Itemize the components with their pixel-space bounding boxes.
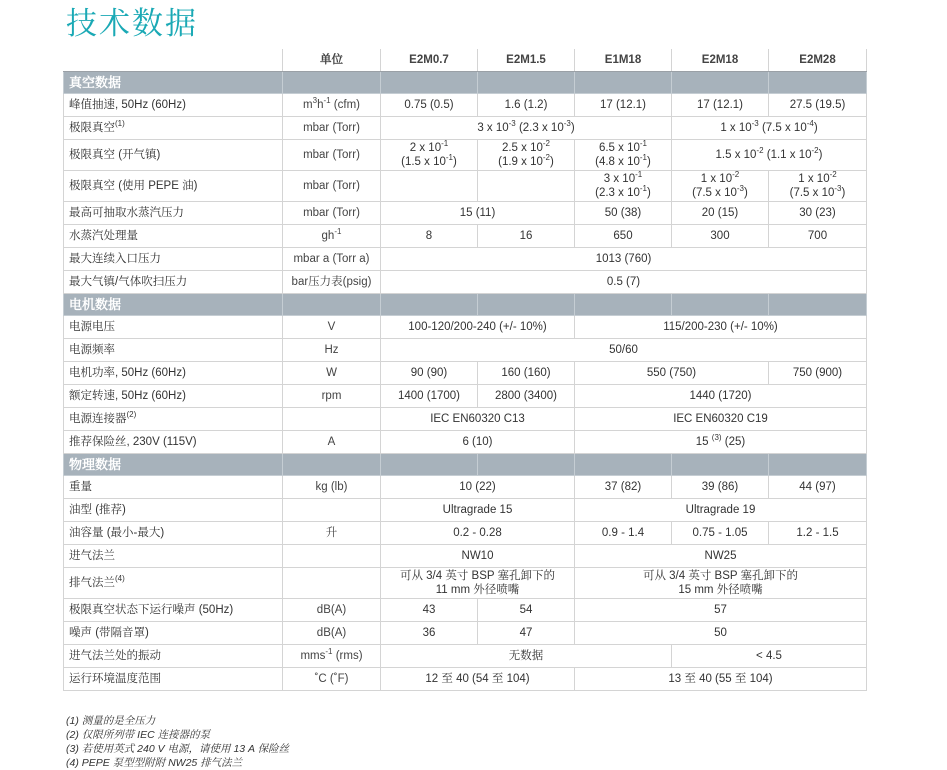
cell-value: 1 x $10^{-2}$ (7.5 x $10^{-3}$) xyxy=(672,171,769,202)
cell-value: 2800 (3400) xyxy=(478,385,575,408)
cell-value: 30 (23) xyxy=(769,202,867,225)
cell-value: 10 (22) xyxy=(381,476,575,499)
row-label: 极限真空$^{(1)}$ xyxy=(64,117,283,140)
cell-value: 650 xyxy=(575,225,672,248)
row-unit: mbar (Torr) xyxy=(283,140,381,171)
row-label: 电源电压 xyxy=(64,316,283,339)
row-unit: mbar a (Torr a) xyxy=(283,248,381,271)
table-row xyxy=(64,339,867,362)
row-label: 水蒸汽处理量 xyxy=(64,225,283,248)
row-label: 排气法兰$^{(4)}$ xyxy=(64,568,283,599)
row-label: 进气法兰处的振动 xyxy=(64,645,283,668)
row-label: 极限真空状态下运行噪声 (50Hz) xyxy=(64,599,283,622)
row-unit xyxy=(283,545,381,568)
header-model-e2m0-7: E2M0.7 xyxy=(381,49,478,72)
row-unit: mbar (Torr) xyxy=(283,171,381,202)
row-unit: $gh^{-1}$ xyxy=(283,225,381,248)
row-label: 噪声 (带隔音罩) xyxy=(64,622,283,645)
row-label: 最大气镇/气体吹扫压力 xyxy=(64,271,283,294)
cell-value: 13 至 40 (55 至 104) xyxy=(575,668,867,691)
cell-value: 100-120/200-240 (+/- 10%) xyxy=(381,316,575,339)
cell-value: 57 xyxy=(575,599,867,622)
cell-value: 37 (82) xyxy=(575,476,672,499)
cell-empty xyxy=(381,171,478,202)
cell-value: 1.5 x $10^{-2}$ (1.1 x $10^{-2}$) xyxy=(672,140,867,171)
section-physical xyxy=(64,454,867,476)
table-row xyxy=(64,385,867,408)
cell-value: 15 (11) xyxy=(381,202,575,225)
cell-value: 47 xyxy=(478,622,575,645)
cell-value: 1400 (1700) xyxy=(381,385,478,408)
row-label: 油容量 (最小-最大) xyxy=(64,522,283,545)
cell-value: 50/60 xyxy=(381,339,867,362)
table-row xyxy=(64,645,867,668)
table-row xyxy=(64,599,867,622)
cell-value: 8 xyxy=(381,225,478,248)
row-unit: bar压力表(psig) xyxy=(283,271,381,294)
cell-value: 54 xyxy=(478,599,575,622)
table-row xyxy=(64,522,867,545)
section-title: 真空数据 xyxy=(64,72,283,94)
row-label: 额定转速, 50Hz (60Hz) xyxy=(64,385,283,408)
cell-value: 50 (38) xyxy=(575,202,672,225)
cell-value: 12 至 40 (54 至 104) xyxy=(381,668,575,691)
cell-value: 0.5 (7) xyxy=(381,271,867,294)
cell-value: 16 xyxy=(478,225,575,248)
header-model-e2m1-5: E2M1.5 xyxy=(478,49,575,72)
header-blank-cell xyxy=(64,49,283,72)
row-unit xyxy=(283,568,381,599)
table-row xyxy=(64,316,867,339)
table-row xyxy=(64,545,867,568)
page-title: 技术数据 xyxy=(66,6,198,42)
cell-empty xyxy=(478,171,575,202)
table-row xyxy=(64,499,867,522)
table-row xyxy=(64,362,867,385)
footnote: (1) 测量的是全压力 xyxy=(66,715,156,727)
table-row xyxy=(64,271,867,294)
cell-value: 17 (12.1) xyxy=(672,94,769,117)
cell-value: 160 (160) xyxy=(478,362,575,385)
table-row xyxy=(64,431,867,454)
section-motor xyxy=(64,294,867,316)
spec-table xyxy=(63,49,867,691)
cell-value: 50 xyxy=(575,622,867,645)
cell-value: 1440 (1720) xyxy=(575,385,867,408)
table-row xyxy=(64,94,867,117)
cell-value: 39 (86) xyxy=(672,476,769,499)
table-row xyxy=(64,140,867,171)
cell-value: 43 xyxy=(381,599,478,622)
row-label: 推荐保险丝, 230V (115V) xyxy=(64,431,283,454)
header-model-e2m18: E2M18 xyxy=(672,49,769,72)
cell-value: 1.6 (1.2) xyxy=(478,94,575,117)
cell-value: < 4.5 xyxy=(672,645,867,668)
table-row xyxy=(64,248,867,271)
section-title: 物理数据 xyxy=(64,454,283,476)
cell-value: 1 x $10^{-2}$ (7.5 x $10^{-3}$) xyxy=(769,171,867,202)
table-row xyxy=(64,568,867,599)
cell-value: 700 xyxy=(769,225,867,248)
cell-value: 750 (900) xyxy=(769,362,867,385)
cell-value: 0.75 - 1.05 xyxy=(672,522,769,545)
row-label: 最高可抽取水蒸汽压力 xyxy=(64,202,283,225)
cell-value: 1.2 - 1.5 xyxy=(769,522,867,545)
cell-value: 36 xyxy=(381,622,478,645)
row-unit: mbar (Torr) xyxy=(283,117,381,140)
footnote: (2) 仅限所列带 IEC 连接器的泵 xyxy=(66,729,211,741)
footnote: (3) 若使用英式 240 V 电源，请使用 13 A 保险丝 xyxy=(66,743,290,755)
row-label: 运行环境温度范围 xyxy=(64,668,283,691)
header-unit: 单位 xyxy=(283,49,381,72)
row-unit: dB(A) xyxy=(283,622,381,645)
cell-value: 115/200-230 (+/- 10%) xyxy=(575,316,867,339)
cell-value: 20 (15) xyxy=(672,202,769,225)
cell-value: 44 (97) xyxy=(769,476,867,499)
cell-value: 17 (12.1) xyxy=(575,94,672,117)
table-row xyxy=(64,622,867,645)
cell-value: 可从 3/4 英寸 BSP 塞孔卸下的 15 mm 外径喷嘴 xyxy=(575,568,867,599)
row-label: 峰值抽速, 50Hz (60Hz) xyxy=(64,94,283,117)
row-unit: 升 xyxy=(283,522,381,545)
row-unit xyxy=(283,499,381,522)
cell-value: 6 (10) xyxy=(381,431,575,454)
cell-value: 3 x $10^{-1}$ (2.3 x $10^{-1}$) xyxy=(575,171,672,202)
row-label: 极限真空 (开气镇) xyxy=(64,140,283,171)
row-label: 极限真空 (使用 PEPE 油) xyxy=(64,171,283,202)
row-label: 进气法兰 xyxy=(64,545,283,568)
row-unit: Hz xyxy=(283,339,381,362)
section-title: 电机数据 xyxy=(64,294,283,316)
row-label: 电机功率, 50Hz (60Hz) xyxy=(64,362,283,385)
cell-value: IEC EN60320 C19 xyxy=(575,408,867,431)
row-label: 电源频率 xyxy=(64,339,283,362)
footnote: (4) PEPE 泵型型附附 NW25 排气法兰 xyxy=(66,757,243,769)
cell-value: 3 x $10^{-3}$ (2.3 x $10^{-3}$) xyxy=(381,117,672,140)
row-unit: mbar (Torr) xyxy=(283,202,381,225)
row-unit: V xyxy=(283,316,381,339)
row-unit: A xyxy=(283,431,381,454)
row-label: 电源连接器$^{(2)}$ xyxy=(64,408,283,431)
row-unit: mms$^{-1}$ (rms) xyxy=(283,645,381,668)
row-unit: kg (lb) xyxy=(283,476,381,499)
cell-value: NW25 xyxy=(575,545,867,568)
row-unit: dB(A) xyxy=(283,599,381,622)
table-row xyxy=(64,171,867,202)
header-model-e2m28: E2M28 xyxy=(769,49,867,72)
table-row xyxy=(64,408,867,431)
cell-value: 6.5 x $10^{-1}$ (4.8 x $10^{-1}$) xyxy=(575,140,672,171)
section-vacuum xyxy=(64,72,867,94)
cell-value: 1013 (760) xyxy=(381,248,867,271)
cell-value: NW10 xyxy=(381,545,575,568)
cell-value: IEC EN60320 C13 xyxy=(381,408,575,431)
cell-value: 1 x $10^{-3}$ (7.5 x $10^{-4}$) xyxy=(672,117,867,140)
table-row xyxy=(64,476,867,499)
cell-value: 90 (90) xyxy=(381,362,478,385)
cell-value: Ultragrade 15 xyxy=(381,499,575,522)
row-unit: $m^3h^{-1}$ (cfm) xyxy=(283,94,381,117)
row-unit: ˚C (˚F) xyxy=(283,668,381,691)
row-unit xyxy=(283,408,381,431)
cell-value: 可从 3/4 英寸 BSP 塞孔卸下的 11 mm 外径喷嘴 xyxy=(381,568,575,599)
cell-value: Ultragrade 19 xyxy=(575,499,867,522)
row-unit: W xyxy=(283,362,381,385)
cell-value: 15 $^{(3)}$ (25) xyxy=(575,431,867,454)
row-label: 最大连续入口压力 xyxy=(64,248,283,271)
table-header-row xyxy=(64,49,867,72)
header-model-e1m18: E1M18 xyxy=(575,49,672,72)
cell-value: 0.2 - 0.28 xyxy=(381,522,575,545)
table-row xyxy=(64,668,867,691)
table-row xyxy=(64,117,867,140)
row-unit: rpm xyxy=(283,385,381,408)
cell-value: 0.9 - 1.4 xyxy=(575,522,672,545)
cell-value: 300 xyxy=(672,225,769,248)
cell-value: 2 x $10^{-1}$ (1.5 x $10^{-1}$) xyxy=(381,140,478,171)
table-row xyxy=(64,225,867,248)
cell-value: 0.75 (0.5) xyxy=(381,94,478,117)
cell-value: 27.5 (19.5) xyxy=(769,94,867,117)
cell-value: 2.5 x $10^{-2}$ (1.9 x $10^{-2}$) xyxy=(478,140,575,171)
table-row xyxy=(64,202,867,225)
row-label: 油型 (推荐) xyxy=(64,499,283,522)
row-label: 重量 xyxy=(64,476,283,499)
cell-value: 550 (750) xyxy=(575,362,769,385)
cell-value: 无数据 xyxy=(381,645,672,668)
